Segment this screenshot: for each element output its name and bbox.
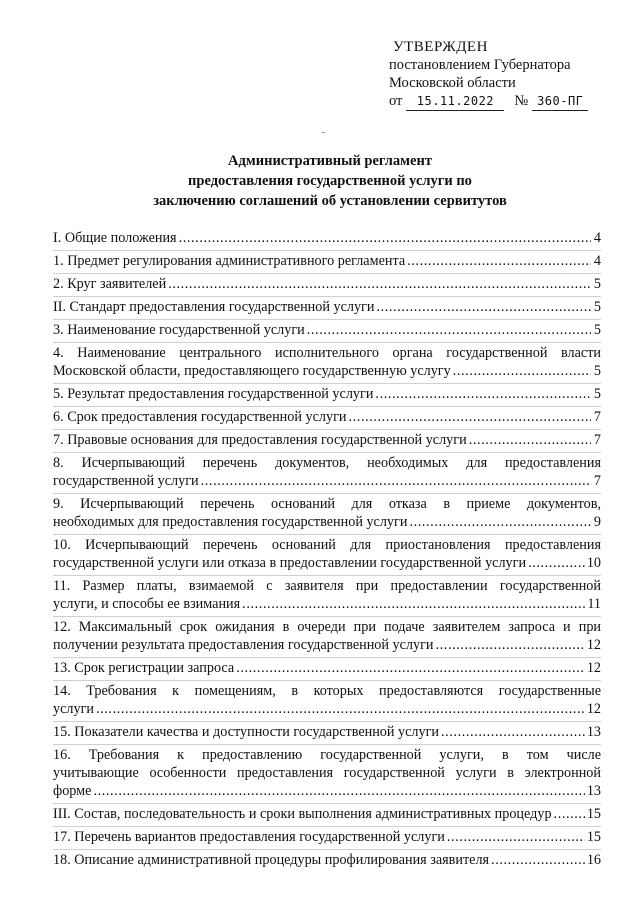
toc-separator (53, 575, 601, 576)
toc-separator (53, 250, 601, 251)
toc-entry (53, 575, 601, 616)
toc-entry (53, 296, 601, 319)
toc-entry-title: Московской области, предоставляющего государственную услугу (53, 363, 451, 379)
toc-leader-dots (236, 659, 585, 677)
toc-separator (53, 342, 601, 343)
toc-page-number: 7 (593, 432, 601, 448)
toc-entry-title: I. Общие положения (53, 230, 177, 246)
toc-entry-line: 14. Требования к помещениям, в которых предоставляются государственные (53, 683, 601, 699)
toc-entry-row (53, 513, 601, 531)
toc-entry-title: 1. Предмет регулирования административного регламента (53, 253, 406, 269)
toc-page-number: 5 (593, 276, 601, 292)
toc-leader-dots (491, 851, 585, 869)
toc-page-number: 5 (593, 363, 601, 379)
toc-entry (53, 383, 601, 406)
toc-page-number: 12 (586, 660, 601, 676)
toc-entry-line: 4. Наименование центрального исполнительного органа государственной власти (53, 345, 601, 361)
toc-entry-title: государственной услуги (53, 473, 199, 489)
toc-entry-title: необходимых для предоставления государственной услуги (53, 514, 408, 530)
toc-entry-line: 11. Размер платы, взимаемой с заявителя при предоставлении государственной (53, 578, 601, 594)
toc-entry-line: 9. Исчерпывающий перечень оснований для отказа в приеме документов, (53, 496, 601, 512)
toc-entry-title: 5. Результат предоставления государственной услуги (53, 386, 374, 402)
toc-entry-title: 6. Срок предоставления государственной услуги (53, 409, 347, 425)
toc-entry-row (53, 782, 601, 800)
scan-mark (322, 132, 325, 133)
toc-leader-dots (407, 252, 591, 270)
toc-entry (53, 319, 601, 342)
toc-separator (53, 616, 601, 617)
toc-entry-title: услуги (53, 701, 94, 717)
toc-entry-row (53, 298, 601, 316)
toc-entry (53, 744, 601, 803)
toc-separator (53, 429, 601, 430)
toc-entry (53, 849, 601, 872)
toc-leader-dots (168, 275, 591, 293)
toc-entry-title: 13. Срок регистрации запроса (53, 660, 235, 676)
toc-entry-title: государственной услуги или отказа в предоставлении государственной услуги (53, 555, 527, 571)
toc-entry-title: 17. Перечень вариантов предоставления государственной услуги (53, 829, 445, 845)
number-label: № (514, 93, 529, 109)
toc-leader-dots (447, 828, 585, 846)
toc-entry (53, 250, 601, 273)
toc-leader-dots (441, 723, 585, 741)
toc-entry-line: 8. Исчерпывающий перечень документов, необходимых для предоставления (53, 455, 601, 471)
toc-entry (53, 273, 601, 296)
title-line-1: Административный регламент (228, 153, 432, 169)
toc-entry-row (53, 229, 601, 247)
approval-line-2: Московской области (389, 75, 516, 91)
toc-entry-row (53, 252, 601, 270)
toc-leader-dots (375, 385, 591, 403)
toc-separator (53, 721, 601, 722)
approval-heading: УТВЕРЖДЕН (393, 39, 488, 55)
toc-entry-title: 18. Описание административной процедуры профилирования заявителя (53, 852, 490, 868)
toc-entry-row (53, 362, 601, 380)
toc-entry-title: 2. Круг заявителей (53, 276, 167, 292)
approval-line-1: постановлением Губернатора (389, 57, 571, 73)
toc-leader-dots (409, 513, 591, 531)
table-of-contents (53, 227, 601, 872)
title-line-3: заключению соглашений об установлении сервитутов (153, 193, 507, 209)
toc-page-number: 15 (586, 829, 601, 845)
toc-entry-title: III. Состав, последовательность и сроки выполнения административных процедур (53, 806, 552, 822)
toc-entry-row (53, 851, 601, 869)
toc-page-number: 12 (586, 637, 601, 653)
toc-entry (53, 826, 601, 849)
from-label: от (389, 93, 403, 109)
toc-entry (53, 406, 601, 429)
toc-leader-dots (201, 472, 591, 490)
toc-entry-title: услуги, и способы ее взимания (53, 596, 241, 612)
toc-leader-dots (349, 408, 592, 426)
approval-date: 15.11.2022 (406, 92, 504, 111)
toc-page-number: 5 (593, 322, 601, 338)
toc-entry-title: II. Стандарт предоставления государственной услуги (53, 299, 375, 315)
title-line-2: предоставления государственной услуги по (188, 173, 472, 189)
toc-entry-line: 10. Исчерпывающий перечень оснований для приостановления предоставления (53, 537, 601, 553)
toc-entry-line: 12. Максимальный срок ожидания в очереди при подаче заявителем запроса и при (53, 619, 601, 635)
toc-separator (53, 534, 601, 535)
toc-entry-title: 3. Наименование государственной услуги (53, 322, 305, 338)
approval-number: 360-ПГ (532, 92, 588, 111)
toc-page-number: 16 (586, 852, 601, 868)
toc-entry-row (53, 275, 601, 293)
toc-page-number: 5 (593, 386, 601, 402)
toc-page-number: 5 (593, 299, 601, 315)
approval-date-line (389, 92, 592, 111)
toc-separator (53, 826, 601, 827)
toc-leader-dots (179, 229, 591, 247)
toc-entry (53, 534, 601, 575)
toc-entry (53, 429, 601, 452)
toc-leader-dots (453, 362, 591, 380)
toc-entry-row (53, 828, 601, 846)
toc-page-number: 10 (586, 555, 601, 571)
toc-entry-row (53, 321, 601, 339)
toc-entry-title: форме (53, 783, 92, 799)
toc-separator (53, 803, 601, 804)
toc-page-number: 7 (593, 473, 601, 489)
toc-entry-row (53, 723, 601, 741)
toc-page-number: 4 (593, 230, 601, 246)
toc-entry-row (53, 554, 601, 572)
toc-page-number: 7 (593, 409, 601, 425)
toc-entry-row (53, 805, 601, 823)
toc-entry-row (53, 431, 601, 449)
toc-page-number: 13 (586, 783, 601, 799)
toc-page-number: 9 (593, 514, 601, 530)
toc-leader-dots (436, 636, 585, 654)
toc-entry (53, 493, 601, 534)
toc-separator (53, 849, 601, 850)
toc-entry-title: 7. Правовые основания для предоставления государственной услуги (53, 432, 467, 448)
toc-separator (53, 493, 601, 494)
toc-entry-line: учитывающие особенности предоставления государственной услуги в электронной (53, 765, 601, 781)
toc-separator (53, 319, 601, 320)
toc-entry-title: 15. Показатели качества и доступности государственной услуги (53, 724, 440, 740)
toc-leader-dots (376, 298, 591, 316)
document-title (60, 151, 600, 211)
toc-page-number: 12 (586, 701, 601, 717)
toc-leader-dots (242, 595, 585, 613)
toc-page-number: 4 (593, 253, 601, 269)
toc-entry-row (53, 659, 601, 677)
toc-entry (53, 680, 601, 721)
toc-entry-row (53, 408, 601, 426)
toc-entry-row (53, 385, 601, 403)
toc-entry-line: 16. Требования к предоставлению государственной услуги, в том числе (53, 747, 601, 763)
toc-entry-row (53, 595, 601, 613)
toc-separator (53, 406, 601, 407)
toc-leader-dots (528, 554, 585, 572)
toc-separator (53, 657, 601, 658)
toc-entry (53, 616, 601, 657)
toc-separator (53, 383, 601, 384)
toc-leader-dots (307, 321, 591, 339)
toc-separator (53, 744, 601, 745)
toc-entry (53, 803, 601, 826)
toc-separator (53, 452, 601, 453)
toc-entry (53, 721, 601, 744)
toc-entry (53, 227, 601, 250)
toc-entry-title: получении результата предоставления государственной услуги (53, 637, 434, 653)
toc-separator (53, 680, 601, 681)
toc-leader-dots (469, 431, 591, 449)
toc-entry (53, 342, 601, 383)
toc-leader-dots (93, 782, 584, 800)
toc-entry (53, 657, 601, 680)
toc-leader-dots (96, 700, 585, 718)
toc-entry-row (53, 700, 601, 718)
toc-entry (53, 452, 601, 493)
toc-separator (53, 273, 601, 274)
toc-page-number: 15 (586, 806, 601, 822)
toc-separator (53, 296, 601, 297)
toc-page-number: 11 (587, 596, 601, 612)
toc-leader-dots (554, 805, 585, 823)
toc-entry-row (53, 472, 601, 490)
toc-page-number: 13 (586, 724, 601, 740)
approval-stamp (389, 38, 592, 111)
toc-entry-row (53, 636, 601, 654)
